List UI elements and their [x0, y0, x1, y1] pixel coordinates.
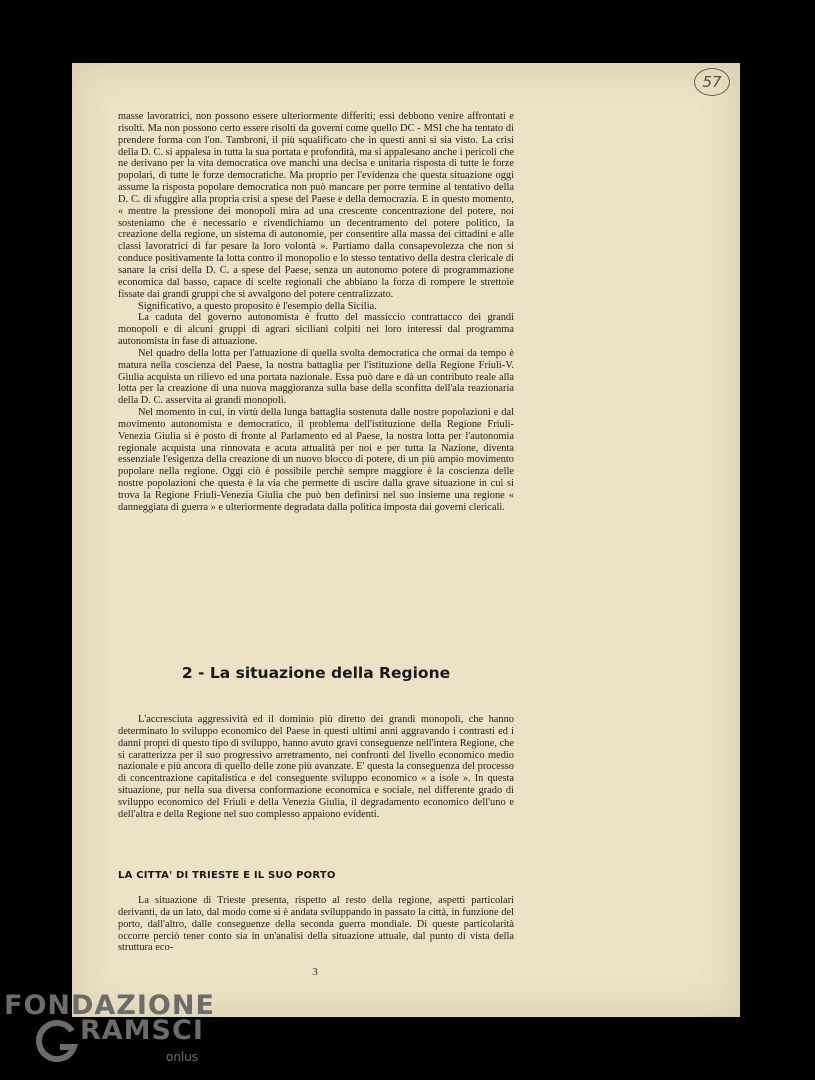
watermark-g-logo-icon: [34, 1017, 82, 1065]
paragraph: L'accresciuta aggressività ed il dominio più diretto dei grandi monopoli, che hanno determinato lo sviluppo economico del Paese in questi ultimi anni aggravando i contrasti ed i danni propri di questo tipo di sviluppo, hanno avuto gravi conseguenze nell'intera Regione, che si caratterizza per il suo progressivo arretramento, nei confronti del livello economico medio nazionale e più ancora di quello delle zone più avanzate. E' questa la conseguenza del processo di concentrazione capitalistica e del conseguente sviluppo economico « a isole ». In questa situazione, pur nella sua diversa conformazione economica e sociale, nel differente grado di sviluppo economico del Friuli e della Venezia Giulia, il degradamento economico dell'uno e dell'altra e della Regione nel suo complesso appaiono evidenti.: [118, 714, 514, 820]
paragraph: Nel momento in cui, in virtù della lunga battaglia sostenuta dalle nostre popolazioni e dal movimento autonomista e democratico, il problema dell'istituzione della Regione Friuli-Venezia Giulia si è posto di fronte al Parlamento ed al Paese, la nostra lotta per l'autonomia regionale acquista una rinnovata e acuta attualità per noi e per tutta la Nazione, diventa essenziale l'esigenza della creazione di un nuovo blocco di potere, di un più ampio movimento popolare nella regione. Oggi ciò è possibile perchè sempre maggiore è la coscienza delle nostre popolazioni che questa è la via che permette di uscire dalla grave situazione in cui si trova la Regione Friuli-Venezia Giulia che può ben definirsi nel suo insieme una regione « danneggiata di guerra » e ulteriormente degradata dalla politica imposta dai governi clericali.: [118, 407, 514, 513]
page-number: 3: [312, 966, 318, 978]
sub-heading: LA CITTA' DI TRIESTE E IL SUO PORTO: [118, 870, 336, 881]
watermark-line-1: FONDAZIONE: [4, 990, 215, 1021]
paragraph: Significativo, a questo proposito è l'esempio della Sicilia.: [138, 300, 377, 312]
text-block-1: [118, 111, 514, 514]
watermark-line-3: onlus: [166, 1050, 199, 1064]
archive-number-stamp: 57: [694, 68, 730, 96]
text-block-2: [118, 714, 514, 821]
paragraph: masse lavoratrici, non possono essere ulteriormente differiti; essi debbono venire affrontati e risolti. Ma non possono certo essere risolti da governi come quello DC - MSI che ha tentato di prendere forma con l'on. Tambroni, il più squalificato che in questi anni si sia visto. La crisi della D. C. si appalesa in tutta la sua portata e profondità, ma si appalesano anche i pericoli che ne derivano per la vita democratica ove manchi una decisa e unitaria risposta di tutte le forze popolari, di tutte le forze democratiche. Ma proprio per l'evidenza che questa situazione oggi assume la risposta popolare democratica non può mancare per porre termine al tentativo della D. C. di sfuggire alla propria crisi a spese del Paese e della democrazia. E in questo momento, « mentre la pressione dei monopoli mira ad una crescente concentrazione del potere, noi sosteniamo che è necessario e rivendichiamo un decentramento del potere politico, la creazione della regione, un sistema di autonomie, per consentire alla massa dei cittadini e alle classi lavoratrici di far pesare la loro volontà ». Partiamo dalla consapevolezza che non si conduce positivamente la lotta contro il monopolio e lo stesso tentativo della destra clericale di sanare la crisi della D. C. a spese del Paese, senza un autonomo potere di programmazione economica dal basso, capace di scelte regionali che abbiano la forza di rompere le strettoie fissate dai grandi gruppi che si avvalgono del potere centralizzato.: [118, 111, 514, 300]
section-title: 2 - La situazione della Regione: [181, 664, 451, 682]
text-block-3: [118, 895, 514, 954]
watermark-line-2: RAMSCI: [80, 1015, 204, 1046]
paragraph: La caduta del governo autonomista è frutto del massiccio contrattacco dei grandi monopoli e di alcuni gruppi di agrari siciliani colpiti nei loro interessi dal programma autonomista in fase di attuazione.: [118, 312, 514, 348]
paragraph: La situazione di Trieste presenta, rispetto al resto della regione, aspetti particolari derivanti, da un lato, dal modo come si è andata sviluppando in passato la città, in funzione del porto, dall'altro, dalle conseguenze della seconda guerra mondiale. Di queste particolarità occorre perciò tener conto sia in un'analisi della situazione attuale, dal punto di vista della struttura eco-: [118, 895, 514, 954]
paragraph: Nel quadro della lotta per l'attuazione di quella svolta democratica che ormai da tempo è matura nella coscienza del Paese, la nostra battaglia per l'istituzione della Regione Friuli-V. Giulia acquista un rilievo ed una portata nazionale. Essa può dare e dà un contributo reale alla lotta per la creazione di una nuova maggioranza sulla base della sconfitta dell'ala reazionaria della D. C. asservita ai grandi monopoli.: [118, 347, 514, 407]
